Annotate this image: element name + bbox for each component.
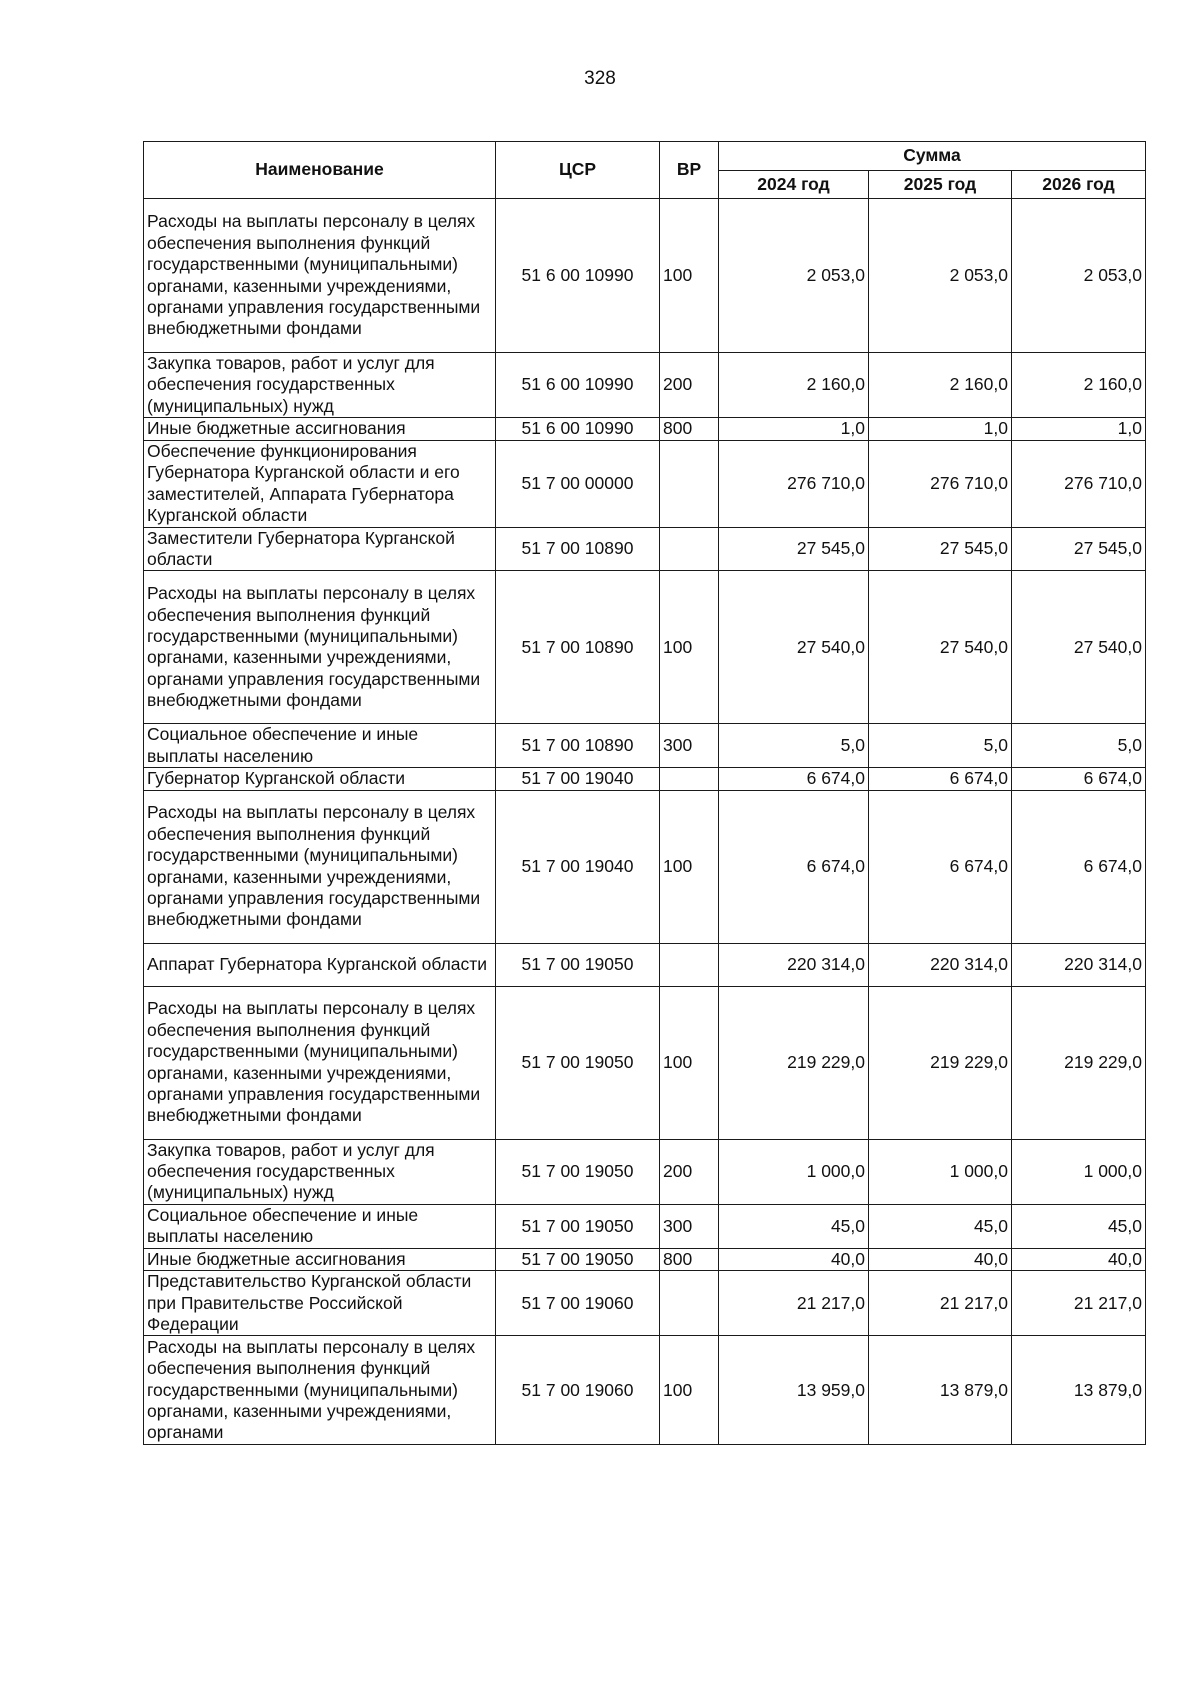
row-name-cell: Заместители Губернатора Курганской области [144, 527, 496, 571]
row-vr-cell [660, 768, 719, 790]
row-name-cell: Закупка товаров, работ и услуг для обеспечения государственных (муниципальных) нужд [144, 353, 496, 418]
row-vr-cell: 100 [660, 199, 719, 353]
header-name: Наименование [144, 142, 496, 199]
row-csr-cell: 51 7 00 00000 [496, 440, 660, 527]
row-sum-2025-cell: 2 160,0 [869, 353, 1012, 418]
row-vr-cell: 100 [660, 571, 719, 724]
row-name-cell: Расходы на выплаты персоналу в целях обеспечения выполнения функций государственными (муниципальными) органами, казенными учреждениями, органами управления государственными внебюджетными фондами [144, 571, 496, 724]
table-row [144, 199, 1146, 353]
row-sum-2026-cell: 6 674,0 [1012, 790, 1146, 943]
row-sum-2026-cell: 1,0 [1012, 418, 1146, 440]
row-name-cell: Аппарат Губернатора Курганской области [144, 943, 496, 986]
row-name-cell: Социальное обеспечение и иные выплаты населению [144, 1204, 496, 1248]
row-sum-2026-cell: 45,0 [1012, 1204, 1146, 1248]
table-row [144, 440, 1146, 527]
row-sum-2025-cell: 1 000,0 [869, 1139, 1012, 1204]
row-sum-2024-cell: 45,0 [719, 1204, 869, 1248]
row-vr-cell: 100 [660, 790, 719, 943]
row-csr-cell: 51 7 00 19040 [496, 790, 660, 943]
row-vr-cell: 800 [660, 1248, 719, 1270]
row-vr-cell [660, 440, 719, 527]
header-year-2026: 2026 год [1012, 170, 1146, 199]
row-sum-2024-cell: 1,0 [719, 418, 869, 440]
row-vr-cell: 100 [660, 986, 719, 1139]
table-row [144, 353, 1146, 418]
table-row [144, 1139, 1146, 1204]
row-name-cell: Закупка товаров, работ и услуг для обеспечения государственных (муниципальных) нужд [144, 1139, 496, 1204]
row-sum-2024-cell: 6 674,0 [719, 768, 869, 790]
row-sum-2025-cell: 13 879,0 [869, 1336, 1012, 1445]
row-sum-2024-cell: 1 000,0 [719, 1139, 869, 1204]
row-vr-cell: 300 [660, 1204, 719, 1248]
row-sum-2024-cell: 27 540,0 [719, 571, 869, 724]
table-row [144, 986, 1146, 1139]
table-row [144, 571, 1146, 724]
row-name-cell: Иные бюджетные ассигнования [144, 1248, 496, 1270]
row-csr-cell: 51 7 00 19050 [496, 1248, 660, 1270]
row-sum-2025-cell: 6 674,0 [869, 768, 1012, 790]
row-sum-2025-cell: 220 314,0 [869, 943, 1012, 986]
row-name-cell: Обеспечение функционирования Губернатора Курганской области и его заместителей, Аппарата Губернатора Курганской области [144, 440, 496, 527]
row-sum-2026-cell: 276 710,0 [1012, 440, 1146, 527]
table-row [144, 1248, 1146, 1270]
table-row [144, 418, 1146, 440]
row-sum-2024-cell: 5,0 [719, 724, 869, 768]
row-sum-2024-cell: 220 314,0 [719, 943, 869, 986]
row-csr-cell: 51 7 00 19050 [496, 943, 660, 986]
row-name-cell: Губернатор Курганской области [144, 768, 496, 790]
row-sum-2024-cell: 27 545,0 [719, 527, 869, 571]
row-sum-2024-cell: 2 160,0 [719, 353, 869, 418]
row-csr-cell: 51 6 00 10990 [496, 199, 660, 353]
row-sum-2024-cell: 40,0 [719, 1248, 869, 1270]
row-csr-cell: 51 7 00 19050 [496, 986, 660, 1139]
row-sum-2025-cell: 27 540,0 [869, 571, 1012, 724]
table-row [144, 1271, 1146, 1336]
row-sum-2024-cell: 6 674,0 [719, 790, 869, 943]
row-vr-cell: 200 [660, 353, 719, 418]
row-sum-2026-cell: 27 540,0 [1012, 571, 1146, 724]
row-csr-cell: 51 6 00 10990 [496, 353, 660, 418]
header-year-2024: 2024 год [719, 170, 869, 199]
row-name-cell: Представительство Курганской области при Правительстве Российской Федерации [144, 1271, 496, 1336]
row-csr-cell: 51 7 00 10890 [496, 724, 660, 768]
row-csr-cell: 51 7 00 19060 [496, 1271, 660, 1336]
row-sum-2025-cell: 21 217,0 [869, 1271, 1012, 1336]
row-sum-2026-cell: 2 053,0 [1012, 199, 1146, 353]
row-vr-cell [660, 527, 719, 571]
row-vr-cell [660, 943, 719, 986]
row-name-cell: Расходы на выплаты персоналу в целях обеспечения выполнения функций государственными (муниципальными) органами, казенными учреждениями, органами управления государственными внебюджетными фондами [144, 790, 496, 943]
row-sum-2026-cell: 5,0 [1012, 724, 1146, 768]
row-sum-2025-cell: 1,0 [869, 418, 1012, 440]
row-sum-2026-cell: 220 314,0 [1012, 943, 1146, 986]
table-row [144, 1336, 1146, 1445]
row-sum-2026-cell: 13 879,0 [1012, 1336, 1146, 1445]
row-sum-2025-cell: 219 229,0 [869, 986, 1012, 1139]
header-year-2025: 2025 год [869, 170, 1012, 199]
page-number: 328 [584, 68, 616, 89]
row-csr-cell: 51 7 00 19060 [496, 1336, 660, 1445]
row-sum-2024-cell: 2 053,0 [719, 199, 869, 353]
table-row [144, 790, 1146, 943]
row-name-cell: Социальное обеспечение и иные выплаты населению [144, 724, 496, 768]
table-row [144, 1204, 1146, 1248]
table-body [144, 199, 1146, 1445]
row-name-cell: Иные бюджетные ассигнования [144, 418, 496, 440]
row-sum-2026-cell: 21 217,0 [1012, 1271, 1146, 1336]
row-csr-cell: 51 7 00 19050 [496, 1139, 660, 1204]
row-sum-2025-cell: 276 710,0 [869, 440, 1012, 527]
table-row [144, 943, 1146, 986]
row-name-cell: Расходы на выплаты персоналу в целях обеспечения выполнения функций государственными (муниципальными) органами, казенными учреждениями, органами [144, 1336, 496, 1445]
table-row [144, 527, 1146, 571]
row-sum-2024-cell: 276 710,0 [719, 440, 869, 527]
row-vr-cell: 300 [660, 724, 719, 768]
row-sum-2026-cell: 2 160,0 [1012, 353, 1146, 418]
row-sum-2025-cell: 40,0 [869, 1248, 1012, 1270]
row-sum-2026-cell: 1 000,0 [1012, 1139, 1146, 1204]
row-sum-2026-cell: 40,0 [1012, 1248, 1146, 1270]
row-csr-cell: 51 7 00 10890 [496, 527, 660, 571]
row-sum-2024-cell: 21 217,0 [719, 1271, 869, 1336]
row-sum-2025-cell: 27 545,0 [869, 527, 1012, 571]
row-sum-2024-cell: 219 229,0 [719, 986, 869, 1139]
row-sum-2026-cell: 6 674,0 [1012, 768, 1146, 790]
row-csr-cell: 51 7 00 19040 [496, 768, 660, 790]
row-sum-2024-cell: 13 959,0 [719, 1336, 869, 1445]
row-vr-cell: 100 [660, 1336, 719, 1445]
table-row [144, 724, 1146, 768]
header-csr: ЦСР [496, 142, 660, 199]
row-sum-2025-cell: 5,0 [869, 724, 1012, 768]
row-sum-2025-cell: 2 053,0 [869, 199, 1012, 353]
row-csr-cell: 51 7 00 19050 [496, 1204, 660, 1248]
row-vr-cell: 800 [660, 418, 719, 440]
budget-table [143, 141, 1146, 1445]
table-row [144, 768, 1146, 790]
row-sum-2025-cell: 6 674,0 [869, 790, 1012, 943]
row-name-cell: Расходы на выплаты персоналу в целях обеспечения выполнения функций государственными (муниципальными) органами, казенными учреждениями, органами управления государственными внебюджетными фондами [144, 199, 496, 353]
row-csr-cell: 51 7 00 10890 [496, 571, 660, 724]
table-header [144, 142, 1146, 199]
row-sum-2026-cell: 219 229,0 [1012, 986, 1146, 1139]
row-vr-cell: 200 [660, 1139, 719, 1204]
row-vr-cell [660, 1271, 719, 1336]
row-sum-2025-cell: 45,0 [869, 1204, 1012, 1248]
row-sum-2026-cell: 27 545,0 [1012, 527, 1146, 571]
row-name-cell: Расходы на выплаты персоналу в целях обеспечения выполнения функций государственными (муниципальными) органами, казенными учреждениями, органами управления государственными внебюджетными фондами [144, 986, 496, 1139]
row-csr-cell: 51 6 00 10990 [496, 418, 660, 440]
header-sum: Сумма [719, 142, 1146, 171]
header-vr: ВР [660, 142, 719, 199]
